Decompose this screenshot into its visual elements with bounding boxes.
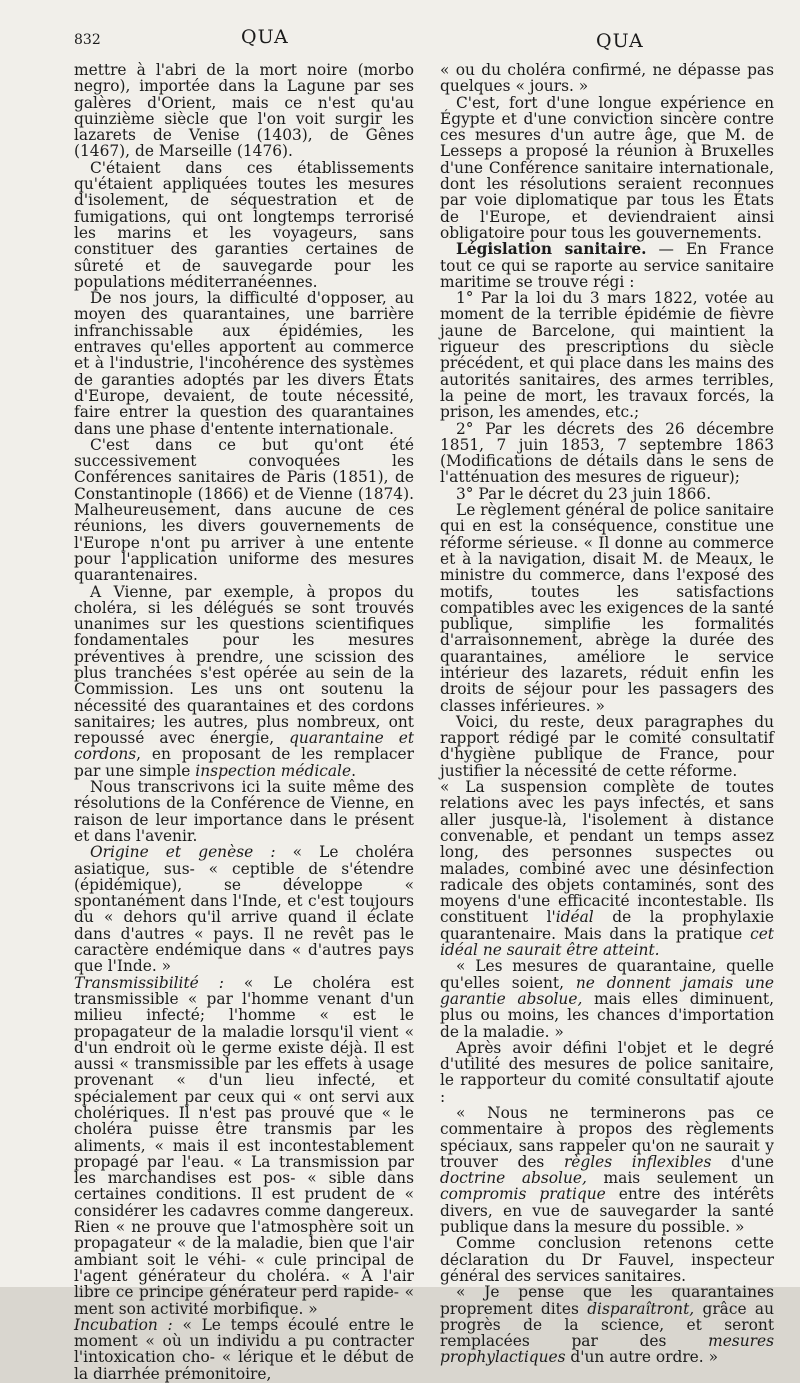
paragraph: C'est, fort d'une longue expérience en Égypte et d'une conviction sincère contre ces mesures d'un autre âge, que M. de Lesseps a proposé la réunion à Bruxelles d'une Conférence sanitaire internationale, dont les résolutions seraient reconnues par voie diplomatique par tous les États de l'Europe, et deviendraient ainsi obligatoire pour tous les gouvernements. [440,93,774,242]
text-run: , en proposant de les remplacer par une simple [74,745,414,780]
italic-run: idéal [555,908,594,927]
italic-run: règles inflexibles [563,1152,712,1171]
section-heading: Législation sanitaire. [456,240,647,259]
text-run: « Je pense que les quarantaines proprement dites [440,1283,774,1318]
paragraph: 2° Par les décrets des 26 décembre 1851, 7 juin 1853, 7 septembre 1863 (Modifications de détails dans le sens de l'atténuation des mesures de rigueur); [440,419,774,487]
paragraph: mettre à l'abri de la mort noire (morbo negro), importée dans la Lagune par ses galères d'Orient, mais ce n'est qu'au quinzième siècle que l'on voit surgir les lazarets de Venise (1403), de Gênes (1467), de Marseille (1476). [74,61,414,161]
paragraph: Comme conclusion retenons cette déclaration du Dr Fauvel, inspecteur général des services sanitaires. [440,1234,774,1285]
text-run: d'une [711,1152,774,1171]
paragraph [440,241,774,290]
italic-run: ne donnent jamais une garantie absolue, [440,973,774,1008]
italic-run: inspection médicale [195,761,352,780]
text-run: A Vienne, par exemple, à propos du choléra, si les délégués se sont trouvés unanimes sur les questions scientifiques fondamentales pour les mesures préventives à prendre, une scission des plus tranchées s'est opérée au sein de la Commission. Les uns ont soutenu la nécessité des quarantaines et des cordons sanitaires; les autres, plus nombreux, ont repoussé avec énergie, [74,582,414,748]
paragraph [440,958,774,1039]
right-column [440,62,774,1366]
italic-run: cet idéal ne saurait être atteint. [440,924,774,960]
paragraph: Nous transcrivons ici la suite même des résolutions de la Conférence de Vienne, en raison de leur importance dans le présent et dans l'avenir. [74,778,414,845]
paragraph: 1° Par la loi du 3 mars 1822, votée au moment de la terrible épidémie de fièvre jaune de Barcelone, qui maintient la rigueur des prescriptions du siècle précédent, et qui place dans les mains des autorités sanitaires, des armes terribles, la peine de mort, les travaux forcés, la prison, les amendes, etc.; [440,289,774,422]
paragraph [440,1284,774,1365]
paragraph: Voici, du reste, deux paragraphes du rapport rédigé par le comité consultatif d'hygiène publique de France, pour justifier la nécessité de cette réforme. [440,712,774,780]
section-label: Origine et genèse : [90,843,276,862]
text-run: mais seulement un [586,1169,774,1188]
paragraph: Le règlement général de police sanitaire qui en est la conséquence, constitue une réforme sérieuse. « Il donne au commerce et à la navigation, disait M. de Meaux, le ministre du commerce, dans l'exposé des motifs, toutes les satisfactions compatibles avec les exigences de la santé publique, simplifie les formalités d'arraisonnement, abrège la durée des quarantaines, améliore le service intérieur des lazarets, réduit enfin les droits de séjour pour les passagers des classes inférieures. » [440,501,774,715]
italic-run: compromis pratique [440,1185,606,1204]
text-run: « Nous ne terminerons pas ce commentaire à propos des règlements spéciaux, sans rappeler qu'on ne saurait y trouver des [440,1104,774,1171]
paragraph: Après avoir défini l'objet et le degré d'utilité des mesures de police sanitaire, le rapporteur du comité consultatif ajoute : [440,1038,774,1106]
page-number: 832 [74,32,101,48]
text-run: . [351,761,356,780]
page-header [0,26,800,54]
paragraph: 3° Par le décret du 23 juin 1866. [456,484,712,503]
paragraph: « ou du choléra confirmé, ne dépasse pas quelques « jours. » [440,61,774,96]
paragraph [74,584,414,780]
italic-run: disparaîtront, [587,1299,695,1318]
text-run: entre des intérêts divers, en vue de sauvegarder la santé publique dans la mesure du possible. » [440,1185,774,1237]
text-run: mais elles diminuent, plus ou moins, les chances d'importation de la maladie. » [440,989,774,1041]
paragraph: C'est dans ce but qu'ont été successivement convoquées les Conférences sanitaires de Paris (1851), de Constantinople (1866) et de Vienne (1874). Malheureusement, dans aucune de ces réunions, les divers gouvernements de l'Europe n'ont pu arriver à une entente pour l'application uniforme des mesures quarantenaires. [74,435,414,585]
running-head-left: QUA [241,26,289,48]
paragraph [440,779,774,958]
italic-run: mesures prophylactiques [440,1332,774,1367]
text-run: de la prophylaxie quarantenaire. Mais dans la pratique [440,908,774,943]
section-label: Incubation : [74,1315,173,1334]
paragraph [74,975,414,1317]
text-run: « La suspension complète de toutes relations avec les pays infectés, et sans aller jusque-là, l'isolement à distance convenable, et pendant un temps assez long, des personnes suspectes ou malades, combiné avec une désinfection radicale des objets contaminés, sont des moyens d'une efficacité incontestable. Ils constituent l' [440,778,774,927]
text-run: grâce au progrès de la science, et seront remplacées par des [440,1299,774,1351]
italic-run: doctrine absolue, [440,1169,587,1188]
left-column [74,62,414,1382]
paragraph [74,844,414,974]
paragraph [440,1105,774,1235]
text-run: « Le choléra est transmissible « par l'homme venant d'un milieu infecté; l'homme « est le propagateur de la maladie lorsqu'il vient « d'un endroit où le germe existe déjà. Il est aussi « transmissible par les effets à usage provenant « d'un lieu infecté, et spécialement par ceux qui « ont servi aux cholériques. Il n'est pas prouvé que « le choléra puisse être transmis par les aliments, « mais il est incontestablement propagé par l'eau. « La transmission par les marchandises est pos- « sible dans certaines conditions. Il est prudent de « considérer les cadavres comme dangereux. Rien « ne prouve que l'atmosphère soit un propagateur « de la maladie, bien que l'air ambiant soit le véhi- « cule principal de l'agent générateur du choléra. « A l'air libre ce principe générateur perd rapide- « ment son activité morbifique. » [74,973,414,1318]
paragraph: C'étaient dans ces établissements qu'étaient appliquées toutes les mesures d'isolement, de séquestration et de fumigations, qui ont longtemps terrorisé les marins et les voyageurs, sans constituer des garanties certaines de sûreté et de sauvegarde pour les populations méditerranéennes. [74,158,414,291]
paragraph [74,1317,414,1382]
text-run: « Le choléra asiatique, sus- « ceptible de s'étendre (épidémique), se développe « spontanément dans l'Inde, et c'est toujours du « dehors qu'il arrive quand il éclate dans d'autres « pays. Il ne revêt pas le caractère endémique dans « d'autres pays que l'Inde. » [74,843,414,976]
running-head-right: QUA [596,30,644,52]
italic-run: quarantaine et cordons [74,729,414,764]
paragraph: De nos jours, la difficulté d'opposer, au moyen des quarantaines, une barrière infranchissable aux épidémies, les entraves qu'elles apportent au commerce et à l'industrie, l'incohérence des systèmes de garanties adoptés par les divers États d'Europe, devaient, de toute nécessité, faire entrer la question des quarantaines dans une phase d'entente internationale. [74,289,414,438]
section-label: Transmissibilité : [74,973,224,992]
text-run: « Les mesures de quarantaine, quelle qu'elles soient, [440,957,774,992]
text-run: — En France tout ce qui se raporte au service sanitaire maritime se trouve régi : [440,240,774,291]
text-run: « Le temps écoulé entre le moment « où un individu a pu contracter l'intoxication cho- « lérique et le début de la diarrhée prémonitoire, [74,1315,414,1383]
text-run: d'un autre ordre. » [565,1348,718,1367]
